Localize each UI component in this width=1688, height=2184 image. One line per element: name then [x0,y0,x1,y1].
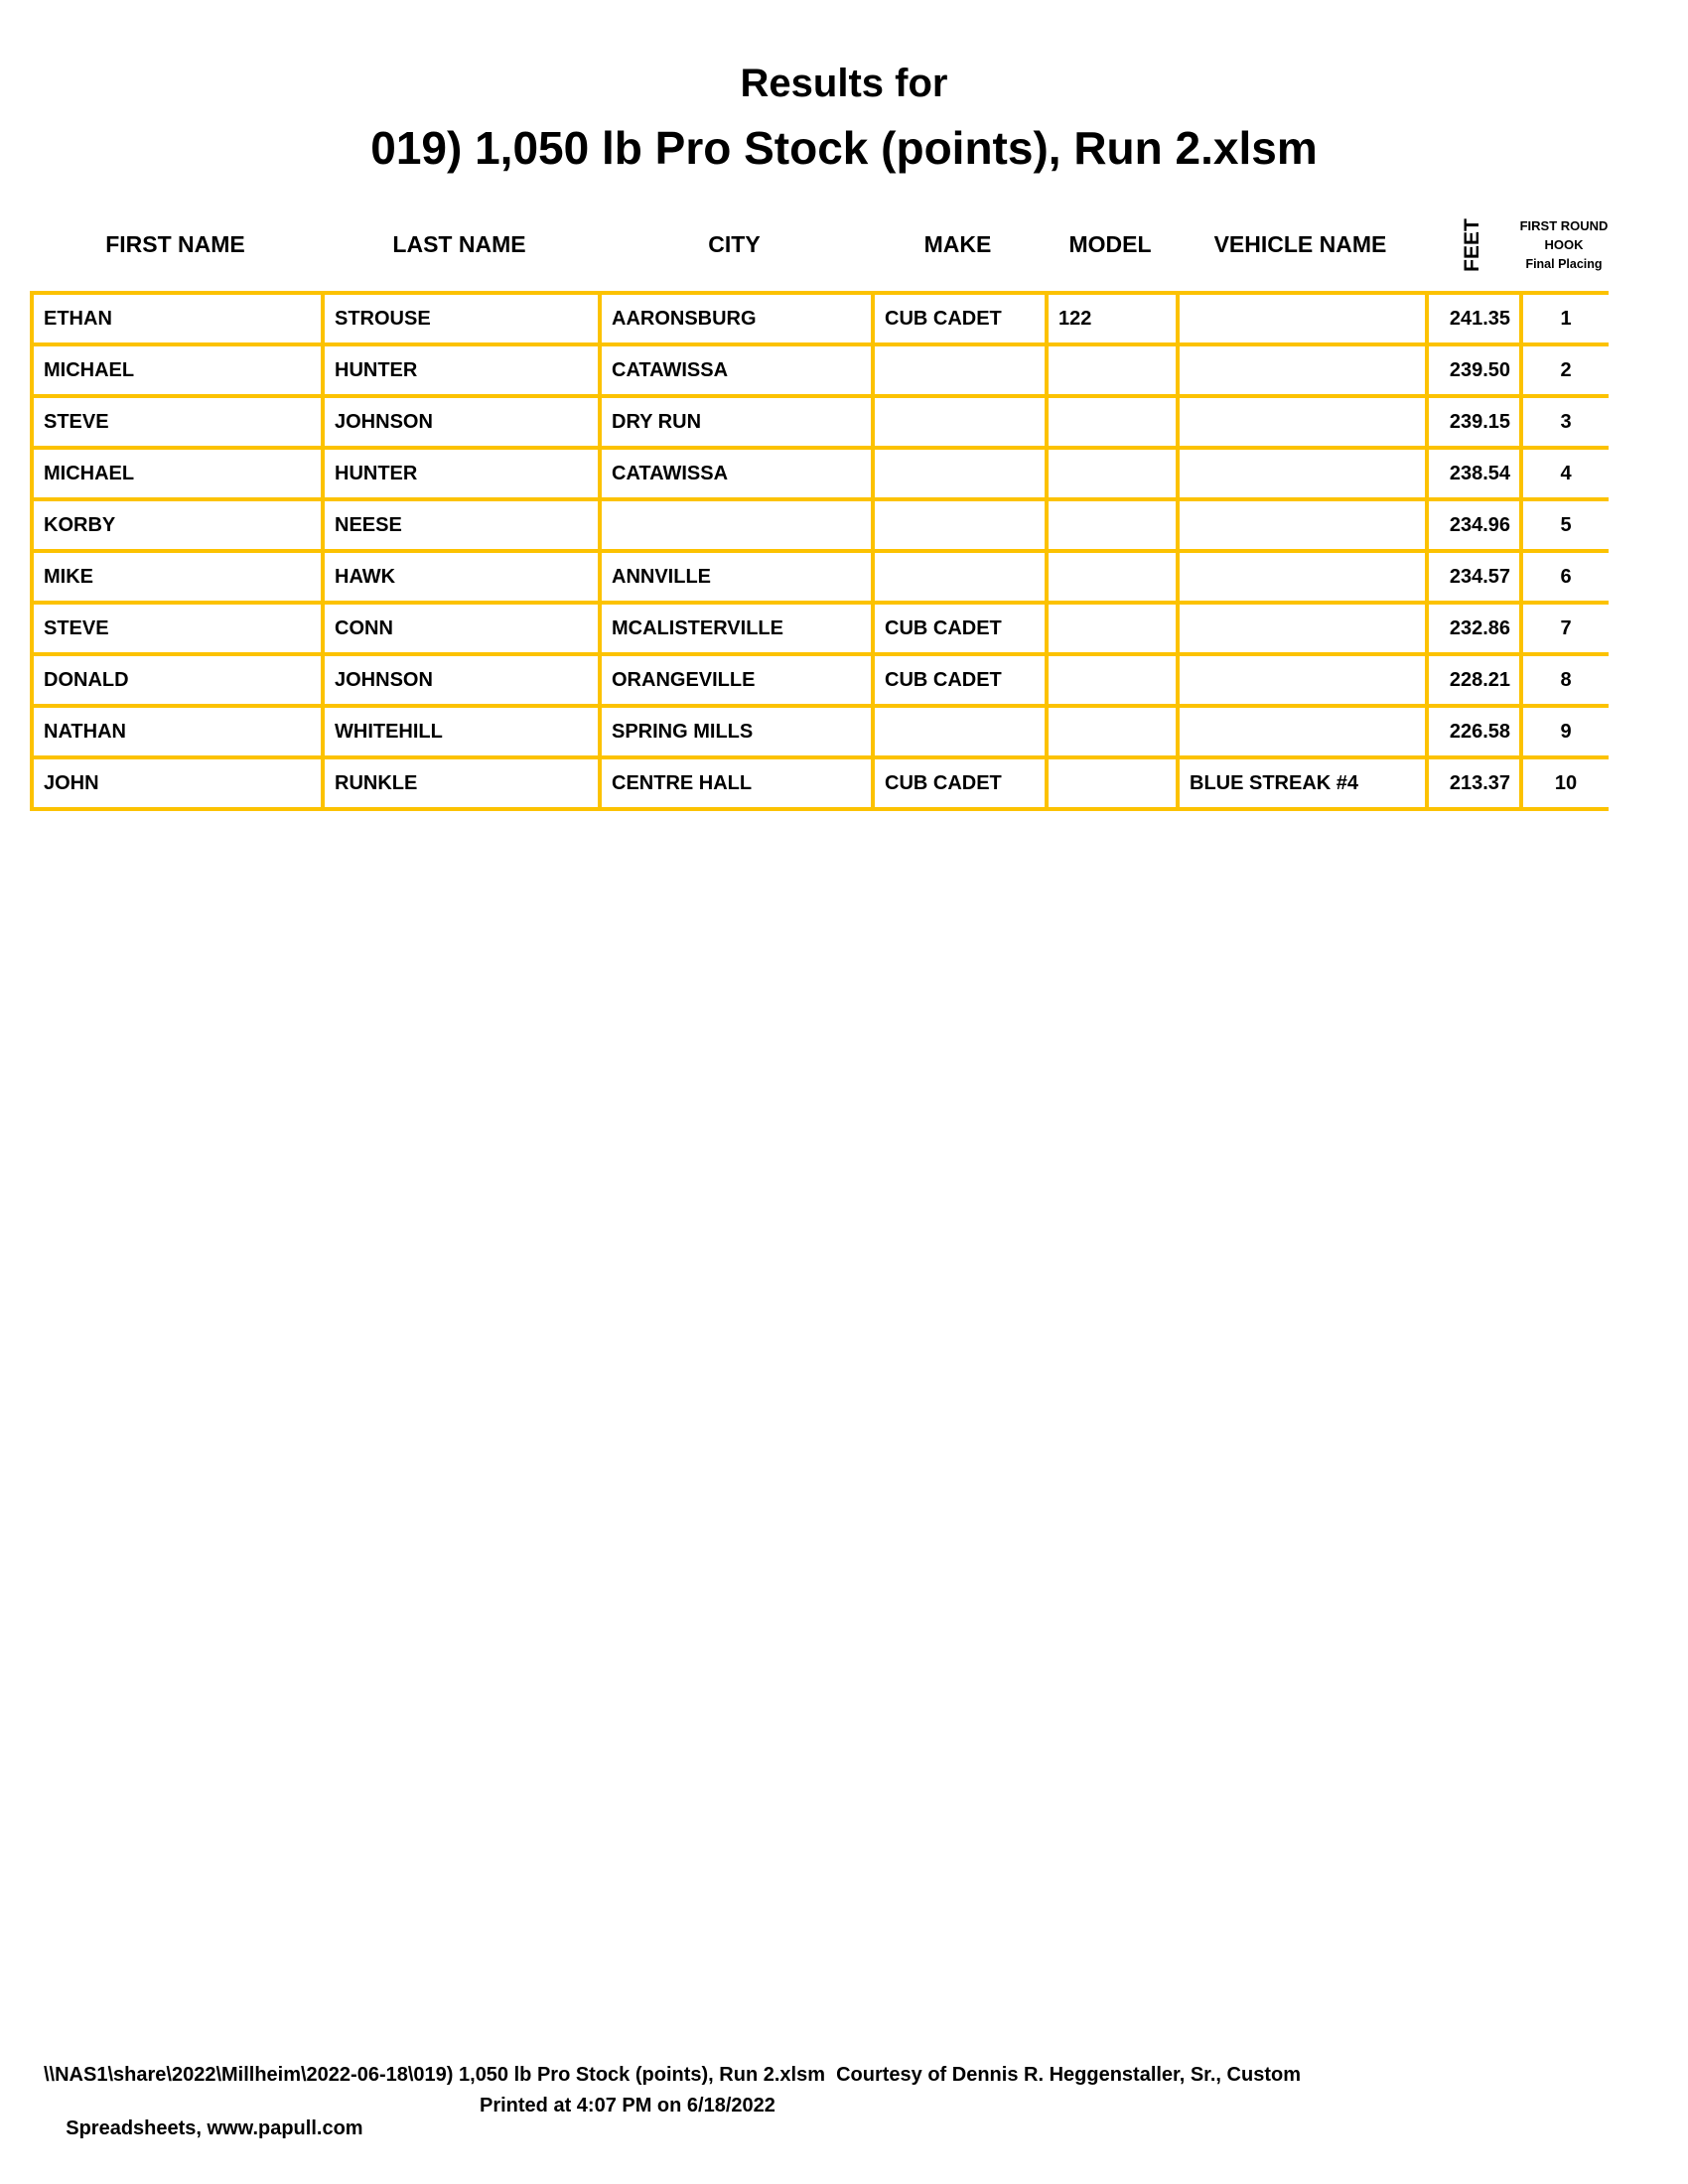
cell-model [1045,346,1176,394]
cell-city: AARONSBURG [598,295,871,342]
col-header-city: CITY [708,231,761,257]
cell-first-name: DONALD [30,656,321,704]
cell-make [871,553,1045,601]
footer-line2 [44,2095,1632,2184]
table-row [30,501,1609,553]
cell-model [1045,656,1176,704]
cell-make [871,398,1045,446]
cell-last-name: JOHNSON [321,398,598,446]
cell-last-name: HAWK [321,553,598,601]
footer-file-path: \\NAS1\share\2022\Millheim\2022-06-18\019) 1,050 lb Pro Stock (points), Run 2.xlsm Courtesy of Dennis R. Heggenstaller, Sr., Custom [44,2064,1301,2086]
hook-label: HOOK [1544,237,1584,253]
footer-printed-text: Printed at 4:07 PM on 6/18/2022 [480,2095,775,2116]
cell-vehicle-name [1176,605,1425,652]
cell-first-name: NATHAN [30,708,321,755]
cell-make: CUB CADET [871,759,1045,807]
cell-last-name: JOHNSON [321,656,598,704]
col-header-first-name: FIRST NAME [105,231,245,257]
cell-model [1045,759,1176,807]
col-header-last-name: LAST NAME [392,231,526,257]
cell-feet: 239.15 [1425,398,1519,446]
feet-rotated-label: FEET [1460,217,1483,272]
col-header-feet [1425,199,1519,291]
col-header-make: MAKE [923,231,992,257]
cell-placing: 5 [1519,501,1609,549]
cell-placing: 9 [1519,708,1609,755]
cell-make: CUB CADET [871,295,1045,342]
table-row [30,295,1609,346]
first-round-label: FIRST ROUND [1519,217,1609,233]
cell-model [1045,450,1176,497]
cell-city: DRY RUN [598,398,871,446]
cell-feet: 234.57 [1425,553,1519,601]
cell-make [871,708,1045,755]
table-row [30,708,1609,759]
cell-placing: 8 [1519,656,1609,704]
cell-feet: 239.50 [1425,346,1519,394]
cell-city: CENTRE HALL [598,759,871,807]
cell-make: CUB CADET [871,605,1045,652]
cell-first-name: STEVE [30,398,321,446]
cell-vehicle-name: BLUE STREAK #4 [1176,759,1425,807]
table-row [30,450,1609,501]
cell-last-name: RUNKLE [321,759,598,807]
cell-last-name: STROUSE [321,295,598,342]
cell-vehicle-name [1176,398,1425,446]
table-row [30,605,1609,656]
cell-first-name: MIKE [30,553,321,601]
footer-spreadsheets-text: Spreadsheets, www.papull.com [66,2117,363,2139]
cell-placing: 3 [1519,398,1609,446]
cell-model [1045,501,1176,549]
cell-last-name: NEESE [321,501,598,549]
cell-feet: 232.86 [1425,605,1519,652]
cell-model [1045,553,1176,601]
table-row [30,398,1609,450]
cell-make [871,346,1045,394]
cell-model [1045,605,1176,652]
cell-make: CUB CADET [871,656,1045,704]
cell-placing: 6 [1519,553,1609,601]
cell-placing: 1 [1519,295,1609,342]
cell-first-name: STEVE [30,605,321,652]
col-header-vehicle-name: VEHICLE NAME [1213,231,1387,257]
cell-vehicle-name [1176,656,1425,704]
results-table [30,291,1609,811]
table-row [30,553,1609,605]
cell-last-name: CONN [321,605,598,652]
cell-model [1045,398,1176,446]
cell-vehicle-name [1176,450,1425,497]
cell-feet: 234.96 [1425,501,1519,549]
table-header-row [30,199,1609,291]
cell-city [598,501,871,549]
final-placing-label: Final Placing [1525,256,1603,271]
table-row [30,759,1609,811]
cell-last-name: HUNTER [321,450,598,497]
cell-city: ANNVILLE [598,553,871,601]
cell-vehicle-name [1176,553,1425,601]
cell-last-name: HUNTER [321,346,598,394]
cell-make [871,450,1045,497]
cell-city: CATAWISSA [598,346,871,394]
cell-vehicle-name [1176,501,1425,549]
cell-last-name: WHITEHILL [321,708,598,755]
cell-make [871,501,1045,549]
col-header-placing [1519,199,1609,291]
cell-placing: 4 [1519,450,1609,497]
cell-feet: 213.37 [1425,759,1519,807]
cell-first-name: ETHAN [30,295,321,342]
cell-vehicle-name [1176,708,1425,755]
col-header-model: MODEL [1068,231,1152,257]
cell-vehicle-name [1176,346,1425,394]
cell-placing: 10 [1519,759,1609,807]
cell-placing: 7 [1519,605,1609,652]
cell-city: ORANGEVILLE [598,656,871,704]
cell-city: SPRING MILLS [598,708,871,755]
report-title-line1: Results for [740,62,948,105]
cell-first-name: KORBY [30,501,321,549]
cell-first-name: JOHN [30,759,321,807]
table-row [30,656,1609,708]
cell-city: CATAWISSA [598,450,871,497]
cell-first-name: MICHAEL [30,346,321,394]
cell-model [1045,708,1176,755]
report-title-line2: 019) 1,050 lb Pro Stock (points), Run 2.xlsm [370,122,1318,174]
cell-feet: 238.54 [1425,450,1519,497]
cell-first-name: MICHAEL [30,450,321,497]
cell-city: MCALISTERVILLE [598,605,871,652]
table-row [30,346,1609,398]
cell-model: 122 [1045,295,1176,342]
cell-vehicle-name [1176,295,1425,342]
cell-placing: 2 [1519,346,1609,394]
cell-feet: 228.21 [1425,656,1519,704]
cell-feet: 226.58 [1425,708,1519,755]
cell-feet: 241.35 [1425,295,1519,342]
